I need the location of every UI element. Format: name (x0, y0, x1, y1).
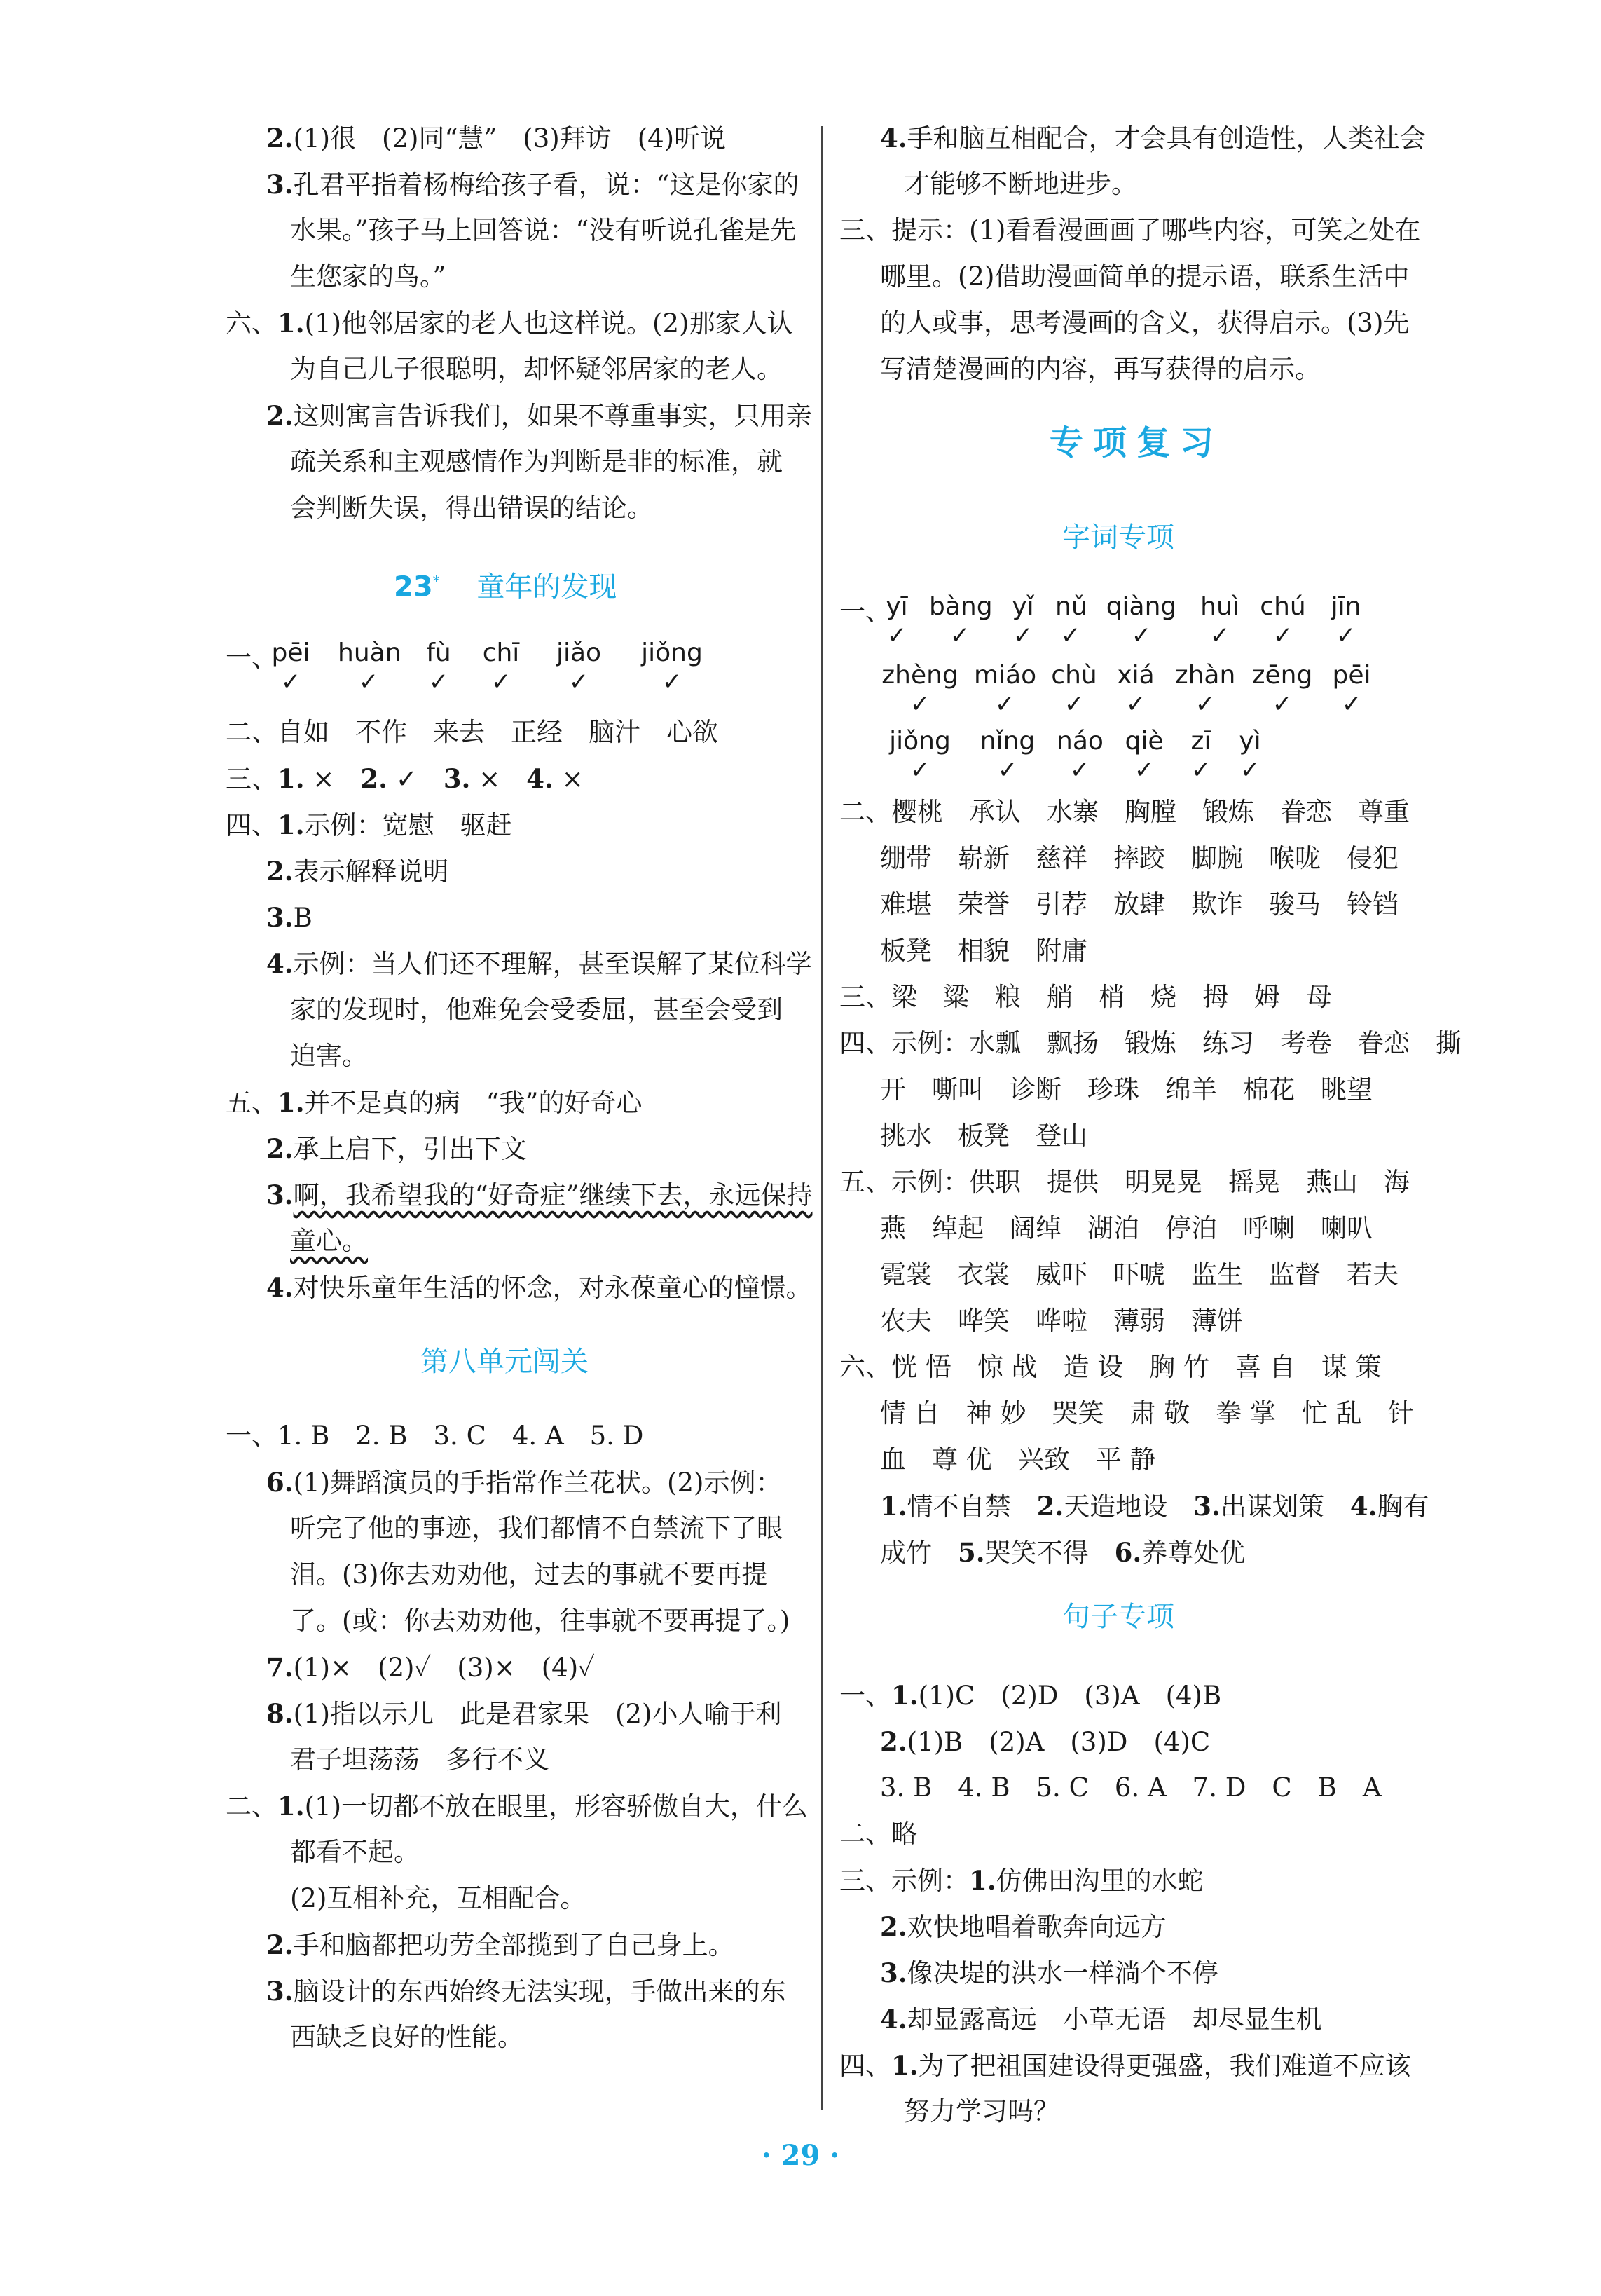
answer-line: 4.对快乐童年生活的怀念，对永葆童心的憧憬。 (266, 1272, 812, 1303)
pinyin-syllable: jiǎo (556, 638, 602, 667)
check-icon: ✓ (661, 668, 682, 696)
pinyin-syllable: fù (426, 638, 451, 667)
review-heading: 专项复习 (1050, 423, 1224, 463)
answer-line: 四、示例：水瓢 飘扬 锻炼 练习 考卷 眷恋 撕 (839, 1028, 1462, 1058)
judge-number: 4. (526, 763, 554, 794)
lesson-heading: 23* 童年的发现 (394, 570, 617, 603)
answer-line: (2)互相补充，互相配合。 (290, 1883, 586, 1913)
answer-line: 血 尊 优 兴致 平 静 (880, 1444, 1156, 1475)
answer-line: 2.这则寓言告诉我们，如果不尊重事实，只用亲 (266, 400, 812, 431)
answer-line: 听完了他的事迹，我们都情不自禁流下了眼 (290, 1513, 783, 1543)
answer-line: 2.(1)很 (2)同“慧” (3)拜访 (4)听说 (266, 123, 727, 153)
judge-number: 2. (360, 763, 388, 794)
check-icon: ✓ (280, 668, 301, 696)
answer-line: 农夫 哗笑 哗啦 薄弱 薄饼 (880, 1306, 1243, 1336)
pinyin-syllable: nǐng (980, 727, 1036, 756)
answer-line: 疏关系和主观感情作为判断是非的标准，就 (290, 446, 783, 477)
answer-line: 写清楚漫画的内容，再写获得的启示。 (880, 354, 1321, 384)
section-heading: 句子专项 (1062, 1601, 1174, 1633)
pinyin-syllable: zī (1190, 727, 1211, 756)
pinyin-syllable: náo (1057, 727, 1104, 756)
pinyin-syllable: chú (1260, 592, 1306, 621)
answer-line: 三、提示：(1)看看漫画画了哪些内容，可笑之处在 (839, 215, 1421, 245)
answer-line: 家的发现时，他难免会受委屈，甚至会受到 (290, 995, 783, 1025)
pinyin-syllable: qiàng (1106, 592, 1177, 621)
answer-line: 霓裳 衣裳 威吓 吓唬 监生 监督 若夫 (880, 1259, 1399, 1290)
answer-line: 都看不起。 (290, 1837, 420, 1867)
section-heading: 字词专项 (1062, 521, 1174, 554)
pinyin-syllable: huàn (338, 638, 401, 667)
pinyin-syllable: yī (886, 592, 908, 621)
judge-items (277, 764, 610, 794)
pinyin-syllable: pēi (271, 638, 310, 667)
check-icon: ✓ (1125, 690, 1146, 718)
answer-line: 3.啊，我希望我的“好奇症”继续下去，永远保持 (266, 1180, 813, 1210)
check-icon: ✓ (909, 690, 930, 718)
answer-line: 难堪 荣誉 引荐 放肆 欺诈 骏马 铃铛 (880, 889, 1399, 920)
answer-line: 成竹 5.哭笑不得 6.养尊处优 (880, 1537, 1246, 1568)
answer-line: 2.承上启下，引出下文 (266, 1133, 527, 1164)
pinyin-syllable: jiǒng (641, 638, 703, 667)
check-icon: ✓ (1239, 756, 1260, 784)
answer-line: 三、1. × 2. ✓ 3. × 4. × (226, 763, 610, 794)
answer-line: 2.表示解释说明 (266, 856, 449, 887)
answer-line: 燕 绰起 阔绰 湖泊 停泊 呼喇 喇叭 (880, 1213, 1373, 1243)
answer-line: 四、1.为了把祖国建设得更强盛，我们难道不应该 (839, 2050, 1411, 2081)
check-icon: ✓ (1060, 622, 1081, 650)
judge-number: 3. (443, 763, 471, 794)
check-icon: ✓ (1069, 756, 1090, 784)
pinyin-syllable: xiá (1117, 661, 1155, 690)
answer-line: 童心。 (290, 1226, 368, 1256)
answer-line: 板凳 相貌 附庸 (880, 936, 1087, 966)
pinyin-syllable: zhàn (1174, 661, 1236, 690)
check-icon: ✓ (994, 690, 1015, 718)
answer-line: 4.却显露高远 小草无语 却尽显生机 (880, 2004, 1322, 2035)
pinyin-syllable: pēi (1332, 661, 1371, 690)
answer-line: 一、1. B 2. B 3. C 4. A 5. D (226, 1421, 644, 1451)
check-icon: ✓ (428, 668, 449, 696)
check-icon: ✓ (1134, 756, 1155, 784)
check-icon: ✓ (1012, 622, 1033, 650)
judge-mark: × (470, 764, 527, 794)
answer-line: 4.示例：当人们还不理解，甚至误解了某位科学 (266, 948, 812, 979)
check-icon: ✓ (1341, 690, 1362, 718)
check-icon: ✓ (1195, 690, 1216, 718)
check-icon: ✓ (1272, 622, 1293, 650)
answer-line: 三、示例：1.仿佛田沟里的水蛇 (839, 1865, 1204, 1896)
pinyin-syllable: nǔ (1055, 592, 1087, 621)
answer-line: 1.情不自禁 2.天造地设 3.出谋划策 4.胸有 (880, 1491, 1429, 1522)
check-icon: ✓ (568, 668, 589, 696)
judge-number: 1. (277, 763, 305, 794)
pinyin-syllable: qiè (1125, 727, 1164, 756)
answer-line: 六、恍 悟 惊 战 造 设 胸 竹 喜 自 谋 策 (839, 1352, 1382, 1382)
answer-line: 3.B (266, 902, 312, 933)
answer-line: 3.孔君平指着杨梅给孩子看，说：“这是你家的 (266, 169, 799, 200)
answer-line: 开 嘶叫 诊断 珍珠 绵羊 棉花 眺望 (880, 1074, 1373, 1105)
answer-line: 会判断失误，得出错误的结论。 (290, 493, 653, 523)
answer-line: 生您家的鸟。” (290, 261, 446, 292)
page-number: · 29 · (761, 2139, 840, 2172)
answer-line: 泪。(3)你去劝劝他，过去的事就不要再提 (290, 1559, 768, 1590)
answer-line: 8.(1)指以示儿 此是君家果 (2)小人喻于利 (266, 1698, 782, 1729)
check-icon: ✓ (909, 756, 930, 784)
pinyin-syllable: jīn (1331, 592, 1361, 621)
answer-line: 哪里。(2)借助漫画简单的提示语，联系生活中 (880, 261, 1410, 292)
pinyin-syllable: yǐ (1012, 592, 1034, 621)
answer-line: 二、自如 不作 来去 正经 脑汁 心欲 (226, 717, 718, 747)
answer-line: 三、梁 粱 粮 艄 梢 烧 拇 姆 母 (839, 982, 1332, 1012)
answer-line: 六、1.(1)他邻居家的老人也这样说。(2)那家人认 (226, 308, 793, 339)
unit-heading: 第八单元闯关 (420, 1346, 589, 1378)
answer-line: 了。(或：你去劝劝他，往事就不要再提了。) (290, 1606, 790, 1636)
check-icon: ✓ (997, 756, 1018, 784)
pinyin-syllable: zhèng (881, 661, 958, 690)
answer-line: 2.欢快地唱着歌奔向远方 (880, 1911, 1167, 1942)
answer-line: 4.手和脑互相配合，才会具有创造性，人类社会 (880, 123, 1426, 153)
answer-line: 情 自 神 妙 哭笑 肃 敬 拳 掌 忙 乱 针 (880, 1398, 1414, 1428)
check-icon: ✓ (886, 622, 907, 650)
answer-line: 君子坦荡荡 多行不义 (290, 1744, 549, 1775)
answer-line: 迫害。 (290, 1041, 368, 1071)
answer-line: 努力学习吗？ (904, 2096, 1059, 2126)
pinyin-syllable: yì (1239, 727, 1261, 756)
judge-mark: × (304, 764, 361, 794)
answer-line: 为自己儿子很聪明，却怀疑邻居家的老人。 (290, 354, 783, 384)
answer-line: 五、1.并不是真的病 “我”的好奇心 (226, 1087, 643, 1118)
answer-line: 二、樱桃 承认 水寨 胸膛 锻炼 眷恋 尊重 (839, 797, 1410, 827)
check-icon: ✓ (490, 668, 511, 696)
check-icon: ✓ (1190, 756, 1211, 784)
pinyin-syllable: huì (1200, 592, 1239, 621)
judge-mark: ✓ (387, 764, 444, 794)
answer-line: 二、略 (839, 1819, 917, 1849)
check-icon: ✓ (1131, 622, 1152, 650)
pinyin-syllable: jiǒng (889, 727, 951, 756)
answer-line: 绷带 崭新 慈祥 摔跤 脚腕 喉咙 侵犯 (880, 843, 1399, 873)
answer-line: 挑水 板凳 登山 (880, 1121, 1087, 1151)
judge-mark: × (553, 764, 610, 794)
answer-line: 6.(1)舞蹈演员的手指常作兰花状。(2)示例： (266, 1467, 782, 1498)
answer-line: 2.手和脑都把功劳全部揽到了自己身上。 (266, 1929, 734, 1960)
answer-line: 3.像决堤的洪水一样淌个不停 (880, 1957, 1218, 1988)
pinyin-syllable: chù (1051, 661, 1097, 690)
pinyin-syllable: miáo (974, 661, 1037, 690)
check-icon: ✓ (358, 668, 379, 696)
answer-line: 7.(1)× (2)✓ (3)× (4)✓ (266, 1652, 596, 1683)
check-icon: ✓ (1335, 622, 1356, 650)
answer-line: 四、1.示例：宽慰 驱赶 (226, 809, 512, 840)
check-icon: ✓ (949, 622, 970, 650)
check-icon: ✓ (1272, 690, 1293, 718)
answer-line: 一、 (839, 596, 891, 627)
answer-line: 3. B 4. B 5. C 6. A 7. D C B A (880, 1772, 1382, 1803)
pinyin-syllable: chī (482, 638, 520, 667)
answer-line: 的人或事，思考漫画的含义，获得启示。(3)先 (880, 308, 1410, 338)
pinyin-syllable: bàng (929, 592, 993, 621)
check-icon: ✓ (1064, 690, 1085, 718)
answer-line: 一、1.(1)C (2)D (3)A (4)B (839, 1680, 1222, 1711)
answer-line: 才能够不断地进步。 (904, 169, 1137, 199)
answer-line: 二、1.(1)一切都不放在眼里，形容骄傲自大，什么 (226, 1791, 809, 1822)
column-divider (821, 126, 823, 2110)
pinyin-syllable: zēng (1251, 661, 1313, 690)
answer-line: 2.(1)B (2)A (3)D (4)C (880, 1726, 1211, 1757)
check-icon: ✓ (1209, 622, 1230, 650)
answer-line: 3.脑设计的东西始终无法实现，手做出来的东 (266, 1976, 786, 2007)
answer-line: 五、示例：供职 提供 明晃晃 摇晃 燕山 海 (839, 1167, 1410, 1197)
answer-line: 西缺乏良好的性能。 (290, 2022, 523, 2052)
answer-line: 一、 (226, 643, 277, 673)
answer-line: 水果。”孩子马上回答说：“没有听说孔雀是先 (290, 215, 797, 245)
